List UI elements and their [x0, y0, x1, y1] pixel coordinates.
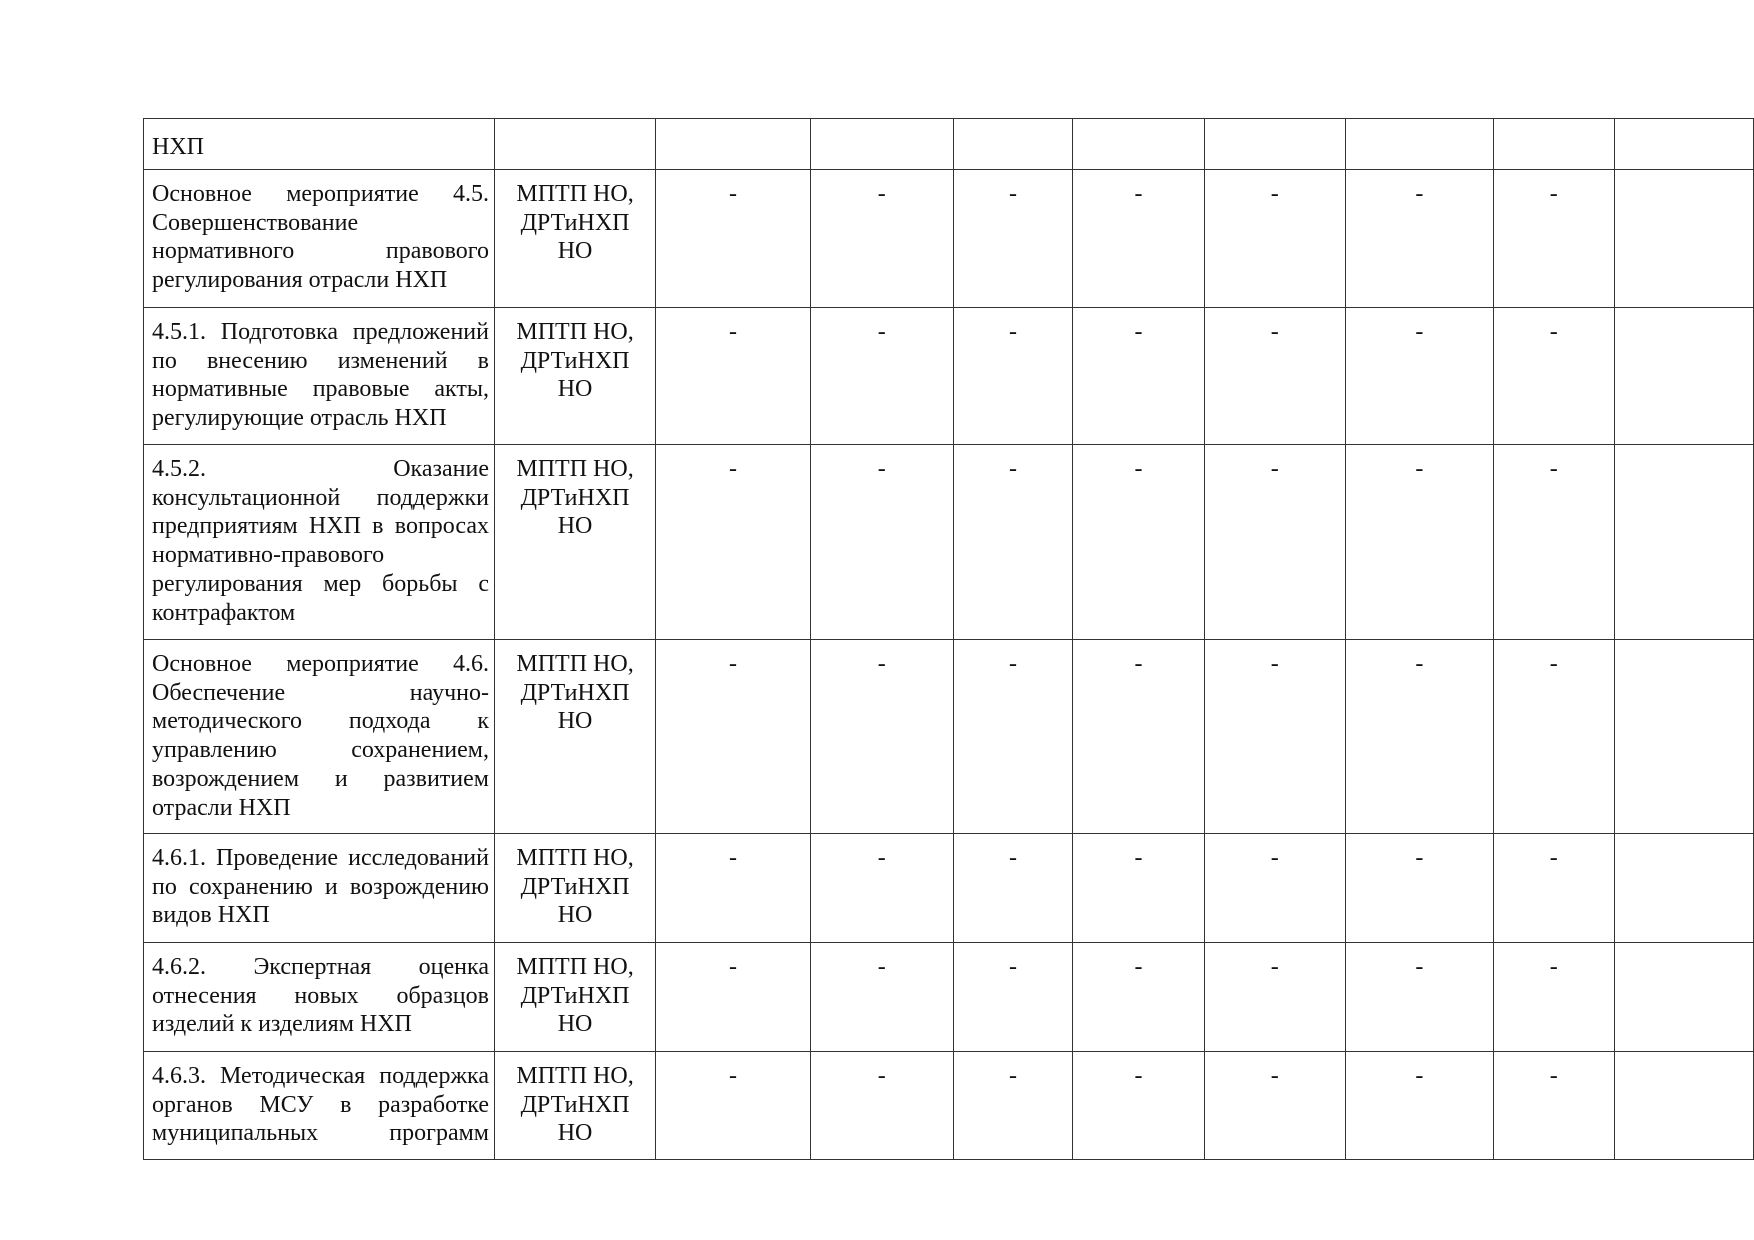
value-cell	[1204, 119, 1345, 170]
value-cell: -	[1204, 1052, 1345, 1160]
value-cell: -	[1494, 1052, 1614, 1160]
executor-line: НО	[557, 376, 593, 403]
value-cell: -	[810, 640, 953, 834]
value-cell	[953, 119, 1073, 170]
activity-title-cell: 4.6.3. Методическая поддержка органов МСУ в разработке муниципальных программ	[144, 1052, 495, 1160]
value-cell: -	[953, 445, 1073, 640]
value-cell: -	[1204, 640, 1345, 834]
value-cell: -	[1073, 445, 1205, 640]
executor-cell	[494, 445, 655, 640]
value-cell: -	[1073, 834, 1205, 943]
value-cell: -	[1345, 445, 1493, 640]
value-cell	[1073, 119, 1205, 170]
value-cell	[810, 119, 953, 170]
activity-title-cell: 4.6.2. Экспертная оценка отнесения новых образцов изделий к изделиям НХП	[144, 943, 495, 1052]
value-cell: -	[810, 445, 953, 640]
executor-line: МПТП НО,	[516, 954, 634, 980]
executor-cell	[494, 1052, 655, 1160]
value-cell	[1614, 1052, 1753, 1160]
executor-line: ДРТиНХП	[520, 484, 630, 511]
value-cell: -	[1345, 170, 1493, 308]
activity-title-cell: 4.6.1. Проведение исследований по сохранению и возрождению видов НХП	[144, 834, 495, 943]
value-cell: -	[1494, 308, 1614, 445]
executor-cell	[494, 834, 655, 943]
table-row	[144, 640, 1754, 834]
executor-line: НО	[557, 708, 593, 735]
value-cell: -	[953, 943, 1073, 1052]
executor-line: ДРТиНХП	[520, 347, 630, 374]
value-cell: -	[953, 308, 1073, 445]
value-cell: -	[1345, 640, 1493, 834]
value-cell: -	[1494, 834, 1614, 943]
program-activities-table	[143, 118, 1754, 1160]
executor-line: ДРТиНХП	[520, 873, 630, 900]
executor-line: ДРТиНХП	[520, 982, 630, 1009]
value-cell: -	[810, 834, 953, 943]
value-cell: -	[953, 640, 1073, 834]
executor-cell	[494, 308, 655, 445]
value-cell: -	[1345, 1052, 1493, 1160]
value-cell: -	[656, 1052, 811, 1160]
value-cell	[1345, 119, 1493, 170]
value-cell: -	[810, 943, 953, 1052]
value-cell: -	[953, 834, 1073, 943]
executor-line: НО	[557, 1011, 593, 1038]
value-cell	[1614, 445, 1753, 640]
value-cell	[1614, 308, 1753, 445]
value-cell: -	[1204, 445, 1345, 640]
value-cell: -	[1494, 170, 1614, 308]
value-cell: -	[656, 445, 811, 640]
activity-title-cell: 4.5.1. Подготовка предложений по внесению изменений в нормативные правовые акты, регулирующие отрасль НХП	[144, 308, 495, 445]
executor-line: МПТП НО,	[516, 651, 634, 677]
executor-cell	[494, 640, 655, 834]
table-row	[144, 308, 1754, 445]
table-row	[144, 1052, 1754, 1160]
activity-title-cell: 4.5.2. Оказание консультационной поддержки предприятиям НХП в вопросах нормативно-правового регулирования мер борьбы с контрафактом	[144, 445, 495, 640]
value-cell: -	[1494, 445, 1614, 640]
value-cell: -	[1494, 943, 1614, 1052]
value-cell: -	[1073, 640, 1205, 834]
value-cell	[1614, 834, 1753, 943]
executor-line: ДРТиНХП	[520, 1091, 630, 1118]
value-cell	[1614, 170, 1753, 308]
value-cell	[656, 119, 811, 170]
executor-cell	[494, 119, 655, 170]
executor-line: ДРТиНХП	[520, 679, 630, 706]
value-cell: -	[1204, 170, 1345, 308]
value-cell	[1614, 119, 1753, 170]
executor-line: МПТП НО,	[516, 181, 634, 207]
value-cell: -	[1073, 170, 1205, 308]
value-cell: -	[1204, 308, 1345, 445]
table-row	[144, 119, 1754, 170]
activity-title-cell: НХП	[144, 119, 495, 170]
value-cell: -	[656, 170, 811, 308]
executor-line: МПТП НО,	[516, 319, 634, 345]
executor-line: МПТП НО,	[516, 845, 634, 871]
activity-title-cell: Основное мероприятие 4.6. Обеспечение научно-методического подхода к управлению сохранением, возрождением и развитием отрасли НХП	[144, 640, 495, 834]
value-cell: -	[1204, 943, 1345, 1052]
executor-line: МПТП НО,	[516, 1063, 634, 1089]
value-cell: -	[953, 170, 1073, 308]
value-cell	[1494, 119, 1614, 170]
value-cell: -	[810, 170, 953, 308]
table-row	[144, 445, 1754, 640]
table-row	[144, 943, 1754, 1052]
value-cell: -	[1345, 308, 1493, 445]
value-cell: -	[1494, 640, 1614, 834]
activity-title-cell: Основное мероприятие 4.5. Совершенствование нормативного правового регулирования отрасли НХП	[144, 170, 495, 308]
value-cell: -	[1345, 834, 1493, 943]
executor-line: НО	[557, 513, 593, 540]
value-cell: -	[953, 1052, 1073, 1160]
executor-line: НО	[557, 1120, 593, 1147]
executor-cell	[494, 943, 655, 1052]
executor-line: НО	[557, 238, 593, 265]
value-cell: -	[656, 943, 811, 1052]
executor-line: НО	[557, 902, 593, 929]
value-cell: -	[1204, 834, 1345, 943]
table-row	[144, 170, 1754, 308]
value-cell: -	[1345, 943, 1493, 1052]
executor-line: ДРТиНХП	[520, 209, 630, 236]
value-cell	[1614, 943, 1753, 1052]
value-cell: -	[656, 640, 811, 834]
table-row	[144, 834, 1754, 943]
value-cell: -	[656, 308, 811, 445]
value-cell: -	[810, 1052, 953, 1160]
value-cell: -	[1073, 308, 1205, 445]
value-cell: -	[1073, 943, 1205, 1052]
executor-line: МПТП НО,	[516, 456, 634, 482]
value-cell: -	[1073, 1052, 1205, 1160]
value-cell: -	[810, 308, 953, 445]
executor-cell	[494, 170, 655, 308]
value-cell	[1614, 640, 1753, 834]
value-cell: -	[656, 834, 811, 943]
